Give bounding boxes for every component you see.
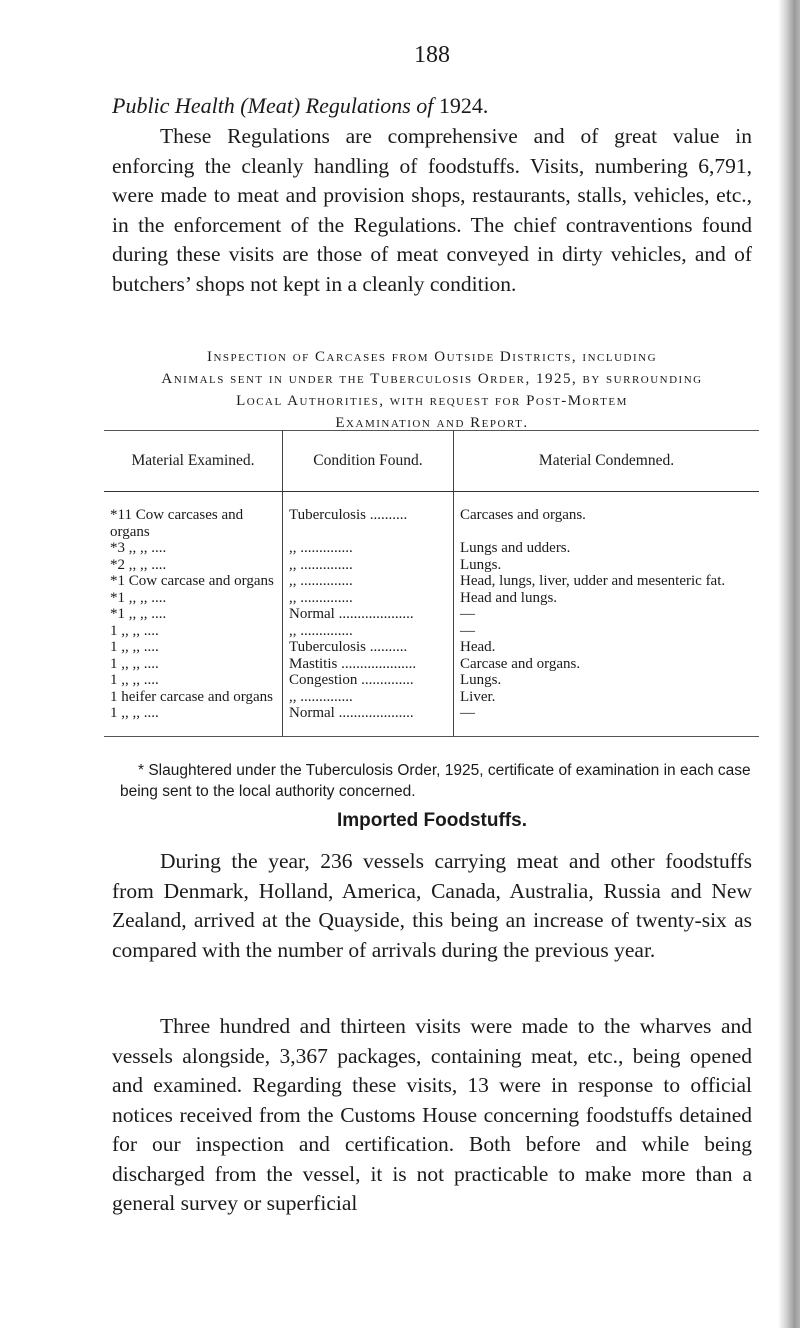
cell-material-condemned: Lungs. bbox=[454, 557, 760, 574]
table-row bbox=[104, 606, 759, 623]
cell-material-condemned: — bbox=[454, 623, 760, 640]
page-edge-shadow bbox=[778, 0, 800, 1328]
cell-material-condemned: Lungs. bbox=[454, 672, 760, 689]
cell-condition-found: ,, .............. bbox=[283, 590, 454, 607]
cell-condition-found: ,, .............. bbox=[283, 573, 454, 590]
cell-material-examined: *2 ,, ,, .... bbox=[110, 556, 167, 573]
cell-condition-found: ,, .............. bbox=[283, 623, 454, 640]
cell-material-condemned: Carcases and organs. bbox=[454, 492, 760, 541]
intro-paragraph: These Regulations are comprehensive and of great value in enforcing the cleanly handling of foodstuffs. Visits, numbering 6,791, were made to meat and provision shops, restaurants, stalls, vehicles, etc., in the enforcement of the Regulations. The chief contraventions found during these visits are those of meat conveyed in dirty vehicles, and of butchers’ shops not kept in a cleanly condition. bbox=[112, 124, 752, 296]
cell-material-examined: *1 ,, ,, .... bbox=[110, 606, 167, 622]
table-row bbox=[104, 623, 759, 640]
cell-material-examined: 1 ,, ,, .... bbox=[110, 655, 159, 672]
cell-material-examined: 1 ,, ,, .... bbox=[110, 705, 159, 721]
cell-material-examined: 1 ,, ,, .... bbox=[110, 672, 159, 688]
table-heading-line: Inspection of Carcases from Outside Districts, including bbox=[206, 349, 658, 365]
section-title-year: 1924. bbox=[438, 93, 489, 118]
table-heading-line: Examination and Report. bbox=[335, 415, 529, 431]
table-body bbox=[104, 492, 759, 737]
cell-material-examined: 1 ,, ,, .... bbox=[110, 639, 159, 655]
cell-material-condemned: Carcase and organs. bbox=[454, 656, 760, 673]
cell-material-condemned: Head and lungs. bbox=[454, 590, 760, 607]
cell-material-examined: *1 Cow carcase and organs bbox=[110, 573, 274, 589]
cell-material-condemned: Liver. bbox=[454, 689, 760, 706]
cell-material-examined: *1 ,, ,, .... bbox=[110, 589, 167, 606]
cell-condition-found: Tuberculosis .......... bbox=[283, 639, 454, 656]
cell-condition-found: Normal .................... bbox=[283, 705, 454, 736]
cell-material-condemned: — bbox=[454, 705, 760, 736]
table-row bbox=[104, 557, 759, 574]
table-row bbox=[104, 656, 759, 673]
cell-material-condemned: Head, lungs, liver, udder and mesenteric fat. bbox=[454, 573, 760, 590]
carcase-inspection-table bbox=[104, 430, 759, 737]
section-title-text: Public Health (Meat) Regulations of bbox=[112, 93, 434, 118]
cell-material-examined: 1 heifer carcase and organs bbox=[110, 688, 273, 705]
table-row bbox=[104, 540, 759, 557]
table-header-row bbox=[104, 431, 759, 492]
table-row bbox=[104, 590, 759, 607]
cell-condition-found: Normal .................... bbox=[283, 606, 454, 623]
cell-material-condemned: Head. bbox=[454, 639, 760, 656]
section-title bbox=[112, 93, 488, 119]
cell-condition-found: Mastitis .................... bbox=[283, 656, 454, 673]
page-number: 188 bbox=[414, 42, 450, 68]
cell-material-condemned: Lungs and udders. bbox=[454, 540, 760, 557]
cell-condition-found: ,, .............. bbox=[283, 557, 454, 574]
header-material-condemned: Material Condemned. bbox=[454, 431, 760, 492]
header-material-examined: Material Examined. bbox=[104, 431, 283, 492]
table-heading-line: Animals sent in under the Tuberculosis Order, 1925, by surrounding bbox=[161, 371, 703, 387]
cell-condition-found: Congestion .............. bbox=[283, 672, 454, 689]
header-condition-found: Condition Found. bbox=[283, 431, 454, 492]
cell-material-examined: *3 ,, ,, .... bbox=[110, 540, 167, 556]
table-heading-line: Local Authorities, with request for Post-Mortem bbox=[236, 393, 628, 409]
sub-heading: Imported Foodstuffs. bbox=[337, 810, 527, 831]
table-row bbox=[104, 639, 759, 656]
table-row bbox=[104, 573, 759, 590]
cell-material-examined: *11 Cow carcases and organs bbox=[110, 507, 244, 540]
cell-condition-found: ,, .............. bbox=[283, 540, 454, 557]
table-row bbox=[104, 492, 759, 541]
table-row bbox=[104, 689, 759, 706]
paragraph-visits: Three hundred and thirteen visits were made to the wharves and vessels alongside, 3,367 packages, containing meat, etc., being opened and examined. Regarding these visits, 13 were in response to official notices received from the Customs House concerning foodstuffs detained for our inspection and certification. Both before and while being discharged from the vessel, it is not practicable to make more than a general survey or superficial bbox=[112, 1014, 752, 1215]
table-heading bbox=[112, 346, 752, 434]
cell-material-examined: 1 ,, ,, .... bbox=[110, 622, 159, 639]
paragraph-imports: During the year, 236 vessels carrying meat and other foodstuffs from Denmark, Holland, America, Canada, Australia, Russia and New Zealand, arrived at the Quayside, this being an increase of twenty-six as compared with the number of arrivals during the previous year. bbox=[112, 849, 752, 962]
cell-material-condemned: — bbox=[454, 606, 760, 623]
table-row bbox=[104, 705, 759, 736]
table-row bbox=[104, 672, 759, 689]
cell-condition-found: ,, .............. bbox=[283, 689, 454, 706]
footnote: * Slaughtered under the Tuberculosis Order, 1925, certificate of examination in each case being sent to the local authority concerned. bbox=[120, 762, 751, 800]
cell-condition-found: Tuberculosis .......... bbox=[283, 492, 454, 541]
